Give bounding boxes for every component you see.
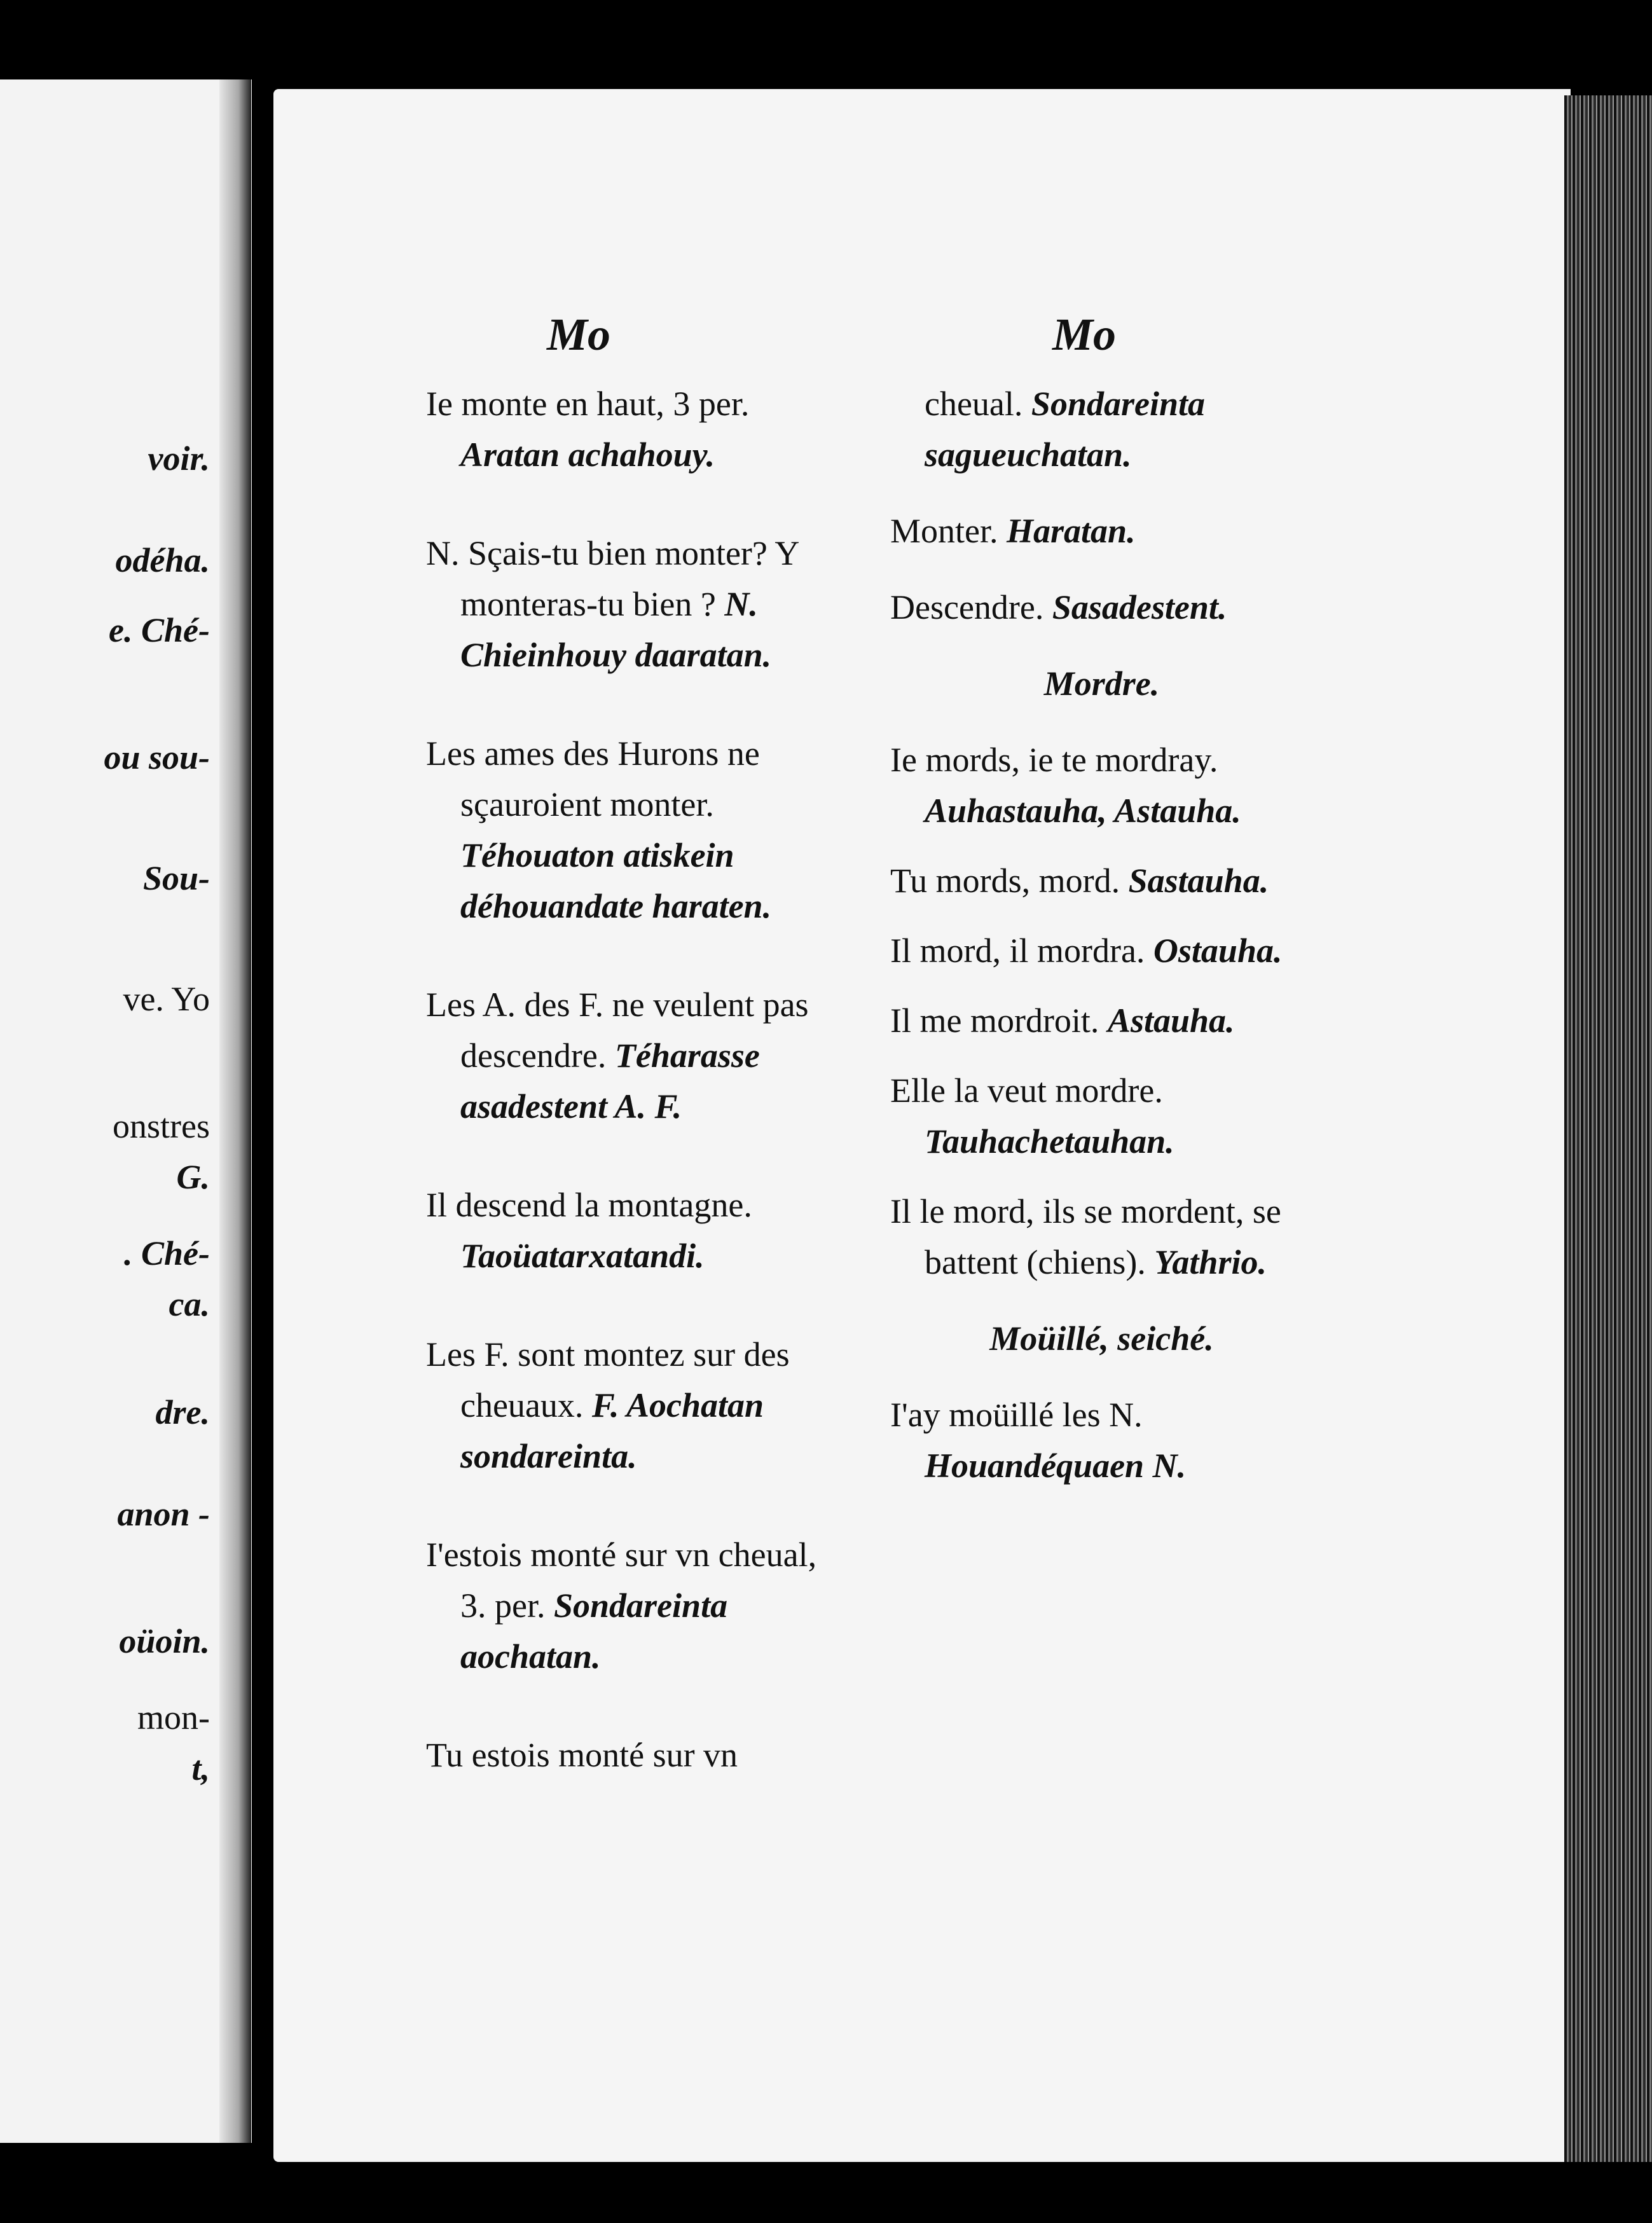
left-fragment-text: oüoin. — [119, 1622, 210, 1660]
header-left: Mo — [546, 309, 611, 360]
entry-huron: F. Aochatan sondareinta — [460, 1386, 764, 1475]
entry-french: Il le mord, ils se mordent, se battent (chiens). — [890, 1192, 1281, 1281]
left-fragment-text: G. — [176, 1158, 210, 1196]
entry-huron: Sasadestent — [1052, 588, 1218, 626]
left-fragment — [0, 439, 210, 478]
entry-french: N. Sçais-tu bien monter? Y monteras-tu bien ? — [426, 534, 799, 623]
entry-huron: Astauha — [1107, 1001, 1227, 1040]
entry-french: Tu mords, mord. — [890, 862, 1129, 900]
entry-punctuation: . — [1150, 664, 1160, 703]
dictionary-entry — [890, 995, 1313, 1046]
left-fragment-text: ou sou- — [104, 738, 210, 776]
entry-huron: Houandéquaen N — [925, 1447, 1178, 1485]
dictionary-entry — [426, 1329, 849, 1482]
heading-text: Mordre — [1043, 664, 1151, 703]
entry-huron: N. Chieinhouy daaratan — [460, 585, 763, 674]
entry-punctuation: . — [1260, 862, 1269, 900]
dictionary-entry — [426, 728, 849, 932]
entry-punctuation: . — [628, 1437, 637, 1475]
entry-punctuation: . — [762, 636, 772, 674]
dictionary-entry — [890, 378, 1313, 480]
page-edge-stack — [1564, 95, 1652, 2162]
entry-huron: Ostauha — [1153, 932, 1274, 970]
left-fragment — [0, 1234, 210, 1273]
entry-huron: Téharasse asadestent A. F — [460, 1036, 760, 1125]
dictionary-entry — [426, 1730, 849, 1780]
dictionary-entry — [426, 1180, 849, 1281]
entry-french: Ie monte en haut, 3 per. — [426, 385, 750, 423]
dictionary-entry — [426, 528, 849, 680]
left-fragment — [0, 1494, 210, 1534]
section-heading — [890, 658, 1313, 709]
entry-french: I'estois monté sur vn cheual, 3. per. — [426, 1536, 817, 1625]
left-fragment — [0, 1621, 210, 1661]
dictionary-entry — [890, 1186, 1313, 1288]
left-fragment-text: e. Ché- — [109, 611, 210, 649]
left-fragment-text: dre. — [155, 1393, 210, 1431]
entry-punctuation: . — [762, 887, 772, 925]
left-fragment-text: Sou- — [142, 859, 210, 897]
entry-punctuation: . — [673, 1087, 682, 1125]
entry-punctuation: . — [1177, 1447, 1187, 1485]
left-fragment-text: anon - — [117, 1495, 210, 1533]
entry-huron: Téhouaton atiskein déhouandate haraten — [460, 836, 763, 925]
left-page-gutter — [219, 79, 251, 2143]
entry-french: Elle la veut mordre. — [890, 1071, 1163, 1110]
entry-punctuation: . — [1123, 436, 1132, 474]
left-fragment-text: onstres — [113, 1107, 210, 1145]
entry-french: Il me mordroit. — [890, 1001, 1108, 1040]
entry-huron: Auhastauha, Astauha — [925, 792, 1233, 830]
left-fragment-text: . Ché- — [124, 1234, 210, 1272]
entry-punctuation: . — [696, 1237, 705, 1275]
dictionary-entry — [890, 734, 1313, 836]
entry-french: Les F. sont montez sur des cheuaux. — [426, 1335, 790, 1424]
left-fragment-text: voir. — [148, 439, 210, 478]
left-fragment-text: ve. Yo — [123, 980, 210, 1018]
entry-french: Ie mords, ie te mordray. — [890, 741, 1218, 779]
left-fragment — [0, 1106, 210, 1146]
entry-french: Les A. des F. ne veulent pas descendre. — [426, 986, 809, 1075]
left-fragment — [0, 858, 210, 898]
entry-french: Monter. — [890, 512, 1007, 550]
left-fragment — [0, 979, 210, 1019]
left-fragment — [0, 610, 210, 650]
entry-huron: Yathrio — [1154, 1243, 1258, 1281]
entry-french: cheual. — [925, 385, 1031, 423]
left-fragment — [0, 1749, 210, 1788]
entry-punctuation: . — [706, 436, 715, 474]
header-right: Mo — [1052, 309, 1117, 360]
left-fragment-text: odéha. — [115, 541, 210, 579]
dictionary-entry — [890, 1065, 1313, 1167]
entry-huron: Taoüatarxatandi — [460, 1237, 696, 1275]
dictionary-entry — [890, 1389, 1313, 1491]
left-fragment — [0, 1393, 210, 1432]
entry-french: I'ay moüillé les N. — [890, 1396, 1143, 1434]
entry-huron: Haratan — [1007, 512, 1127, 550]
dictionary-entry — [890, 582, 1313, 633]
left-fragment-text: ca. — [169, 1285, 210, 1323]
entry-punctuation: . — [1274, 932, 1283, 970]
entry-punctuation: . — [592, 1637, 601, 1676]
dictionary-entry — [890, 925, 1313, 976]
entry-punctuation: . — [1258, 1243, 1267, 1281]
left-fragment — [0, 1284, 210, 1324]
heading-text: Moüillé, seiché — [989, 1319, 1206, 1358]
column-right — [890, 378, 1313, 1491]
dictionary-entry — [890, 506, 1313, 556]
dictionary-entry — [890, 855, 1313, 906]
entry-punctuation: . — [1226, 1001, 1235, 1040]
entry-punctuation: . — [1127, 512, 1136, 550]
entry-huron: Sondareinta aochatan — [460, 1586, 728, 1676]
entry-french: Tu estois monté sur vn — [426, 1736, 738, 1774]
entry-huron: Sondareinta sagueuchatan — [925, 385, 1205, 474]
left-fragment-text: mon- — [137, 1698, 210, 1737]
left-fragment — [0, 1698, 210, 1737]
left-fragment-text: t, — [191, 1749, 210, 1787]
entry-punctuation: . — [1205, 1319, 1214, 1358]
dictionary-entry — [426, 378, 849, 480]
entry-french: Descendre. — [890, 588, 1052, 626]
left-fragment — [0, 540, 210, 580]
section-heading — [890, 1313, 1313, 1364]
entry-french: Il mord, il mordra. — [890, 932, 1153, 970]
left-fragment — [0, 1157, 210, 1197]
entry-french: Les ames des Hurons ne sçauroient monter. — [426, 734, 760, 823]
column-left — [426, 378, 849, 1780]
left-fragment — [0, 738, 210, 777]
entry-punctuation: . — [1218, 588, 1227, 626]
entry-punctuation: . — [1232, 792, 1241, 830]
entry-punctuation: . — [1166, 1122, 1174, 1160]
dictionary-entry — [426, 1529, 849, 1682]
entry-huron: Sastauha — [1128, 862, 1260, 900]
dictionary-entry — [426, 979, 849, 1132]
entry-huron: Tauhachetauhan — [925, 1122, 1166, 1160]
entry-french: Il descend la montagne. — [426, 1186, 752, 1224]
entry-huron: Aratan achahouy — [460, 436, 706, 474]
